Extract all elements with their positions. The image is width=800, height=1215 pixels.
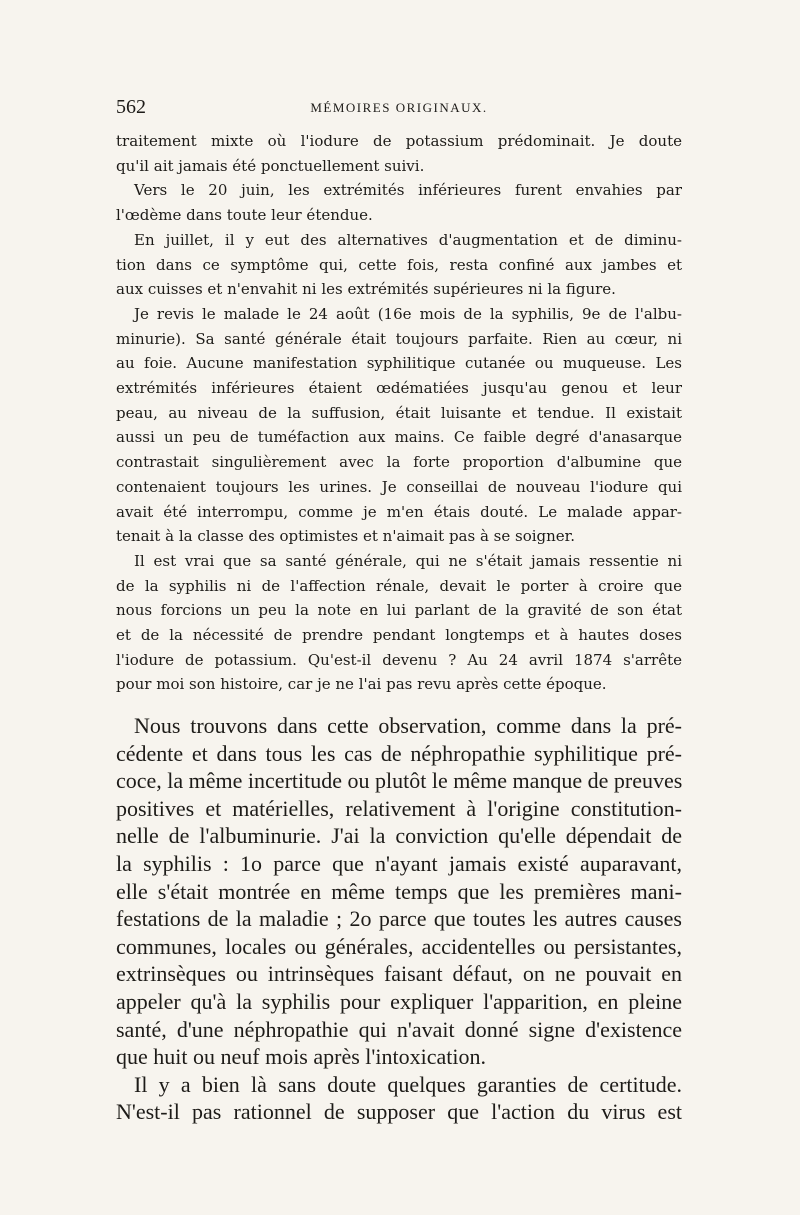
text-line: qu'il ait jamais été ponctuellement suivi. [116, 156, 425, 175]
page-number: 562 [116, 96, 146, 118]
text-line: l'œdème dans toute leur étendue. [116, 206, 373, 225]
text-line: extrémités inférieures étaient œdématiées jusqu'au genou et leur [116, 379, 682, 398]
text-line: appeler qu'à la syphilis pour expliquer l'apparition, en pleine [116, 988, 682, 1014]
text-line: contrastait singulièrement avec la forte proportion d'albumine que [116, 453, 682, 472]
text-line: santé, d'une néphropathie qui n'avait donné signe d'existence [116, 1016, 682, 1042]
text-line: festations de la maladie ; 2o parce que toutes les autres causes [116, 906, 682, 932]
text-line: tion dans ce symptôme qui, cette fois, resta confiné aux jambes et [116, 255, 682, 274]
text-line: aussi un peu de tuméfaction aux mains. Ce faible degré d'anasarque [116, 428, 682, 447]
text-line: nelle de l'albuminurie. J'ai la conviction qu'elle dépendait de [116, 823, 682, 849]
text-line: N'est-il pas rationnel de supposer que l'action du virus est [116, 1099, 682, 1125]
text-line: traitement mixte où l'iodure de potassium prédominait. Je doute [116, 132, 682, 150]
text-line: tenait à la classe des optimistes et n'aimait pas à se soigner. [116, 527, 575, 546]
text-line: minurie). Sa santé générale était toujours parfaite. Rien au cœur, ni [116, 329, 682, 348]
observation-text [116, 129, 682, 697]
text-line: Il est vrai que sa santé générale, qui ne s'était jamais ressentie ni [134, 551, 682, 570]
text-line: elle s'était montrée en même temps que les premières mani- [116, 878, 682, 904]
text-line: cédente et dans tous les cas de néphropathie syphilitique pré- [116, 740, 682, 766]
commentary-text [116, 712, 682, 1126]
text-line: avait été interrompu, comme je m'en étais douté. Le malade appar- [116, 502, 682, 521]
text-line: pour moi son histoire, car je ne l'ai pas revu après cette époque. [116, 675, 607, 694]
text-line: communes, locales ou générales, accidentelles ou persistantes, [116, 933, 682, 959]
text-line: Il y a bien là sans doute quelques garanties de certitude. [134, 1071, 682, 1097]
text-line: contenaient toujours les urines. Je conseillai de nouveau l'iodure qui [116, 477, 682, 496]
text-line: En juillet, il y eut des alternatives d'augmentation et de diminu- [134, 230, 682, 249]
text-line: que huit ou neuf mois après l'intoxication. [116, 1044, 486, 1070]
text-line: aux cuisses et n'envahit ni les extrémités supérieures ni la figure. [116, 280, 616, 299]
text-line: la syphilis : 1o parce que n'ayant jamais existé auparavant, [116, 850, 682, 876]
text-line: coce, la même incertitude ou plutôt le même manque de preuves [116, 768, 682, 794]
text-line: peau, au niveau de la suffusion, était luisante et tendue. Il existait [116, 403, 682, 422]
text-line: positives et matérielles, relativement à l'origine constitution- [116, 795, 682, 821]
text-line: extrinsèques ou intrinsèques faisant défaut, on ne pouvait en [116, 961, 682, 987]
text-line: Nous trouvons dans cette observation, comme dans la pré- [134, 713, 682, 738]
text-line: et de la nécessité de prendre pendant longtemps et à hautes doses [116, 626, 682, 645]
page-header [116, 96, 682, 122]
text-line: nous forcions un peu la note en lui parlant de la gravité de son état [116, 601, 682, 620]
text-line: Je revis le malade le 24 août (16e mois de la syphilis, 9e de l'albu- [134, 304, 682, 323]
text-line: Vers le 20 juin, les extrémités inférieures furent envahies par [134, 181, 682, 200]
text-line: l'iodure de potassium. Qu'est-il devenu ? Au 24 avril 1874 s'arrête [116, 650, 682, 669]
running-head: MÉMOIRES ORIGINAUX. [310, 100, 488, 115]
text-line: au foie. Aucune manifestation syphilitique cutanée ou muqueuse. Les [116, 354, 682, 373]
text-line: de la syphilis ni de l'affection rénale, devait le porter à croire que [116, 576, 682, 595]
